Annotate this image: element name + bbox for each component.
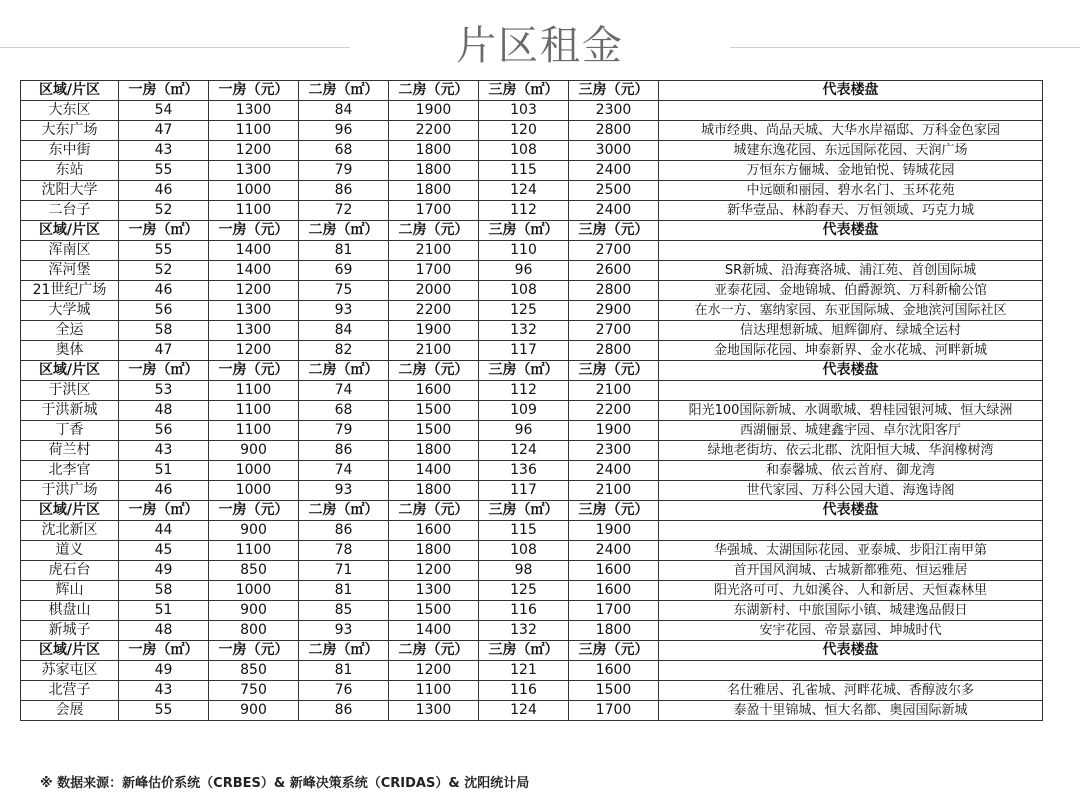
- area-cell: 全运: [21, 321, 119, 341]
- value-cell: 3000: [569, 141, 659, 161]
- value-cell: 86: [299, 701, 389, 721]
- value-cell: 1800: [569, 621, 659, 641]
- area-cell: 东站: [21, 161, 119, 181]
- value-cell: 76: [299, 681, 389, 701]
- value-cell: 68: [299, 141, 389, 161]
- value-cell: 108: [479, 541, 569, 561]
- column-header: 三房（㎡）: [479, 641, 569, 661]
- table-row: [21, 181, 1043, 201]
- value-cell: 125: [479, 301, 569, 321]
- value-cell: 1500: [389, 421, 479, 441]
- project-cell: 安宇花园、帝景嘉园、坤城时代: [659, 621, 1043, 641]
- value-cell: 1600: [389, 521, 479, 541]
- value-cell: 124: [479, 181, 569, 201]
- value-cell: 850: [209, 661, 299, 681]
- value-cell: 48: [119, 401, 209, 421]
- value-cell: 1100: [209, 201, 299, 221]
- value-cell: 900: [209, 521, 299, 541]
- column-header: 区域/片区: [21, 641, 119, 661]
- value-cell: 1200: [209, 141, 299, 161]
- value-cell: 93: [299, 621, 389, 641]
- value-cell: 56: [119, 301, 209, 321]
- value-cell: 1400: [389, 461, 479, 481]
- value-cell: 74: [299, 381, 389, 401]
- project-cell: 在水一方、塞纳家园、东亚国际城、金地滨河国际社区: [659, 301, 1043, 321]
- value-cell: 116: [479, 601, 569, 621]
- project-cell: 信达理想新城、旭辉御府、绿城全运村: [659, 321, 1043, 341]
- value-cell: 1000: [209, 481, 299, 501]
- value-cell: 2300: [569, 441, 659, 461]
- value-cell: 1100: [209, 121, 299, 141]
- value-cell: 2800: [569, 281, 659, 301]
- value-cell: 2100: [389, 341, 479, 361]
- area-cell: 苏家屯区: [21, 661, 119, 681]
- value-cell: 1800: [389, 481, 479, 501]
- column-header: 三房（元）: [569, 641, 659, 661]
- value-cell: 78: [299, 541, 389, 561]
- column-header: 代表楼盘: [659, 641, 1043, 661]
- value-cell: 103: [479, 101, 569, 121]
- value-cell: 54: [119, 101, 209, 121]
- value-cell: 75: [299, 281, 389, 301]
- value-cell: 86: [299, 521, 389, 541]
- column-header: 二房（元）: [389, 501, 479, 521]
- value-cell: 2500: [569, 181, 659, 201]
- table-row: [21, 401, 1043, 421]
- value-cell: 1800: [389, 141, 479, 161]
- value-cell: 115: [479, 161, 569, 181]
- table-row: [21, 161, 1043, 181]
- project-cell: 城建东逸花园、东远国际花园、天润广场: [659, 141, 1043, 161]
- value-cell: 1000: [209, 581, 299, 601]
- table-row: [21, 341, 1043, 361]
- project-cell: SR新城、沿海赛洛城、浦江苑、首创国际城: [659, 261, 1043, 281]
- area-cell: 于洪广场: [21, 481, 119, 501]
- column-header: 区域/片区: [21, 501, 119, 521]
- area-cell: 21世纪广场: [21, 281, 119, 301]
- value-cell: 1800: [389, 441, 479, 461]
- area-cell: 沈阳大学: [21, 181, 119, 201]
- area-cell: 北营子: [21, 681, 119, 701]
- project-cell: 东湖新村、中旅国际小镇、城建逸品假日: [659, 601, 1043, 621]
- project-cell: 亚泰花园、金地锦城、伯爵源筑、万科新榆公馆: [659, 281, 1043, 301]
- area-cell: 于洪新城: [21, 401, 119, 421]
- value-cell: 1700: [389, 201, 479, 221]
- value-cell: 1400: [209, 241, 299, 261]
- value-cell: 49: [119, 661, 209, 681]
- value-cell: 1900: [569, 521, 659, 541]
- project-cell: 名仕雅居、孔雀城、河畔花城、香醇波尔多: [659, 681, 1043, 701]
- column-header: 一房（元）: [209, 81, 299, 101]
- value-cell: 1100: [209, 401, 299, 421]
- value-cell: 124: [479, 441, 569, 461]
- project-cell: 绿地老街坊、依云北郡、沈阳恒大城、华润橡树湾: [659, 441, 1043, 461]
- column-header: 三房（㎡）: [479, 501, 569, 521]
- area-cell: 于洪区: [21, 381, 119, 401]
- title-divider-right: [730, 47, 1080, 48]
- value-cell: 117: [479, 341, 569, 361]
- column-header: 一房（元）: [209, 361, 299, 381]
- project-cell: 万恒东方俪城、金地铂悦、铸城花园: [659, 161, 1043, 181]
- column-header: 代表楼盘: [659, 221, 1043, 241]
- value-cell: 2400: [569, 541, 659, 561]
- value-cell: 1100: [209, 421, 299, 441]
- area-cell: 棋盘山: [21, 601, 119, 621]
- column-header: 二房（㎡）: [299, 641, 389, 661]
- table-row: [21, 561, 1043, 581]
- table-row: [21, 241, 1043, 261]
- column-header: 区域/片区: [21, 361, 119, 381]
- value-cell: 1300: [209, 301, 299, 321]
- column-header: 一房（㎡）: [119, 641, 209, 661]
- value-cell: 900: [209, 701, 299, 721]
- column-header: 三房（元）: [569, 221, 659, 241]
- column-header: 一房（㎡）: [119, 501, 209, 521]
- value-cell: 96: [299, 121, 389, 141]
- value-cell: 46: [119, 281, 209, 301]
- value-cell: 136: [479, 461, 569, 481]
- project-cell: [659, 661, 1043, 681]
- value-cell: 1000: [209, 461, 299, 481]
- value-cell: 46: [119, 181, 209, 201]
- value-cell: 55: [119, 701, 209, 721]
- column-header: 三房（元）: [569, 501, 659, 521]
- value-cell: 43: [119, 441, 209, 461]
- value-cell: 81: [299, 661, 389, 681]
- value-cell: 69: [299, 261, 389, 281]
- table-row: [21, 621, 1043, 641]
- value-cell: 58: [119, 581, 209, 601]
- value-cell: 1700: [389, 261, 479, 281]
- value-cell: 1600: [389, 381, 479, 401]
- value-cell: 1100: [389, 681, 479, 701]
- value-cell: 1900: [389, 321, 479, 341]
- area-cell: 浑河堡: [21, 261, 119, 281]
- column-header: 二房（㎡）: [299, 81, 389, 101]
- value-cell: 71: [299, 561, 389, 581]
- column-header: 三房（元）: [569, 361, 659, 381]
- column-header: 三房（㎡）: [479, 221, 569, 241]
- value-cell: 1900: [389, 101, 479, 121]
- table-row: [21, 521, 1043, 541]
- value-cell: 112: [479, 201, 569, 221]
- table-row: [21, 301, 1043, 321]
- value-cell: 79: [299, 421, 389, 441]
- table-row: [21, 441, 1043, 461]
- value-cell: 93: [299, 481, 389, 501]
- value-cell: 1500: [389, 401, 479, 421]
- section-header-row: [21, 641, 1043, 661]
- table-row: [21, 281, 1043, 301]
- value-cell: 55: [119, 161, 209, 181]
- project-cell: [659, 521, 1043, 541]
- table-row: [21, 601, 1043, 621]
- data-source-note: ※ 数据来源：新峰估价系统（CRBES）& 新峰决策系统（CRIDAS）& 沈阳统计局: [40, 776, 530, 791]
- value-cell: 86: [299, 181, 389, 201]
- value-cell: 43: [119, 141, 209, 161]
- value-cell: 1600: [569, 561, 659, 581]
- value-cell: 2700: [569, 241, 659, 261]
- area-cell: 辉山: [21, 581, 119, 601]
- value-cell: 1400: [389, 621, 479, 641]
- value-cell: 72: [299, 201, 389, 221]
- value-cell: 1400: [209, 261, 299, 281]
- value-cell: 44: [119, 521, 209, 541]
- project-cell: 西湖俪景、城建鑫宇园、卓尔沈阳客厅: [659, 421, 1043, 441]
- area-cell: 虎石台: [21, 561, 119, 581]
- value-cell: 48: [119, 621, 209, 641]
- value-cell: 1300: [209, 101, 299, 121]
- value-cell: 98: [479, 561, 569, 581]
- value-cell: 1600: [569, 581, 659, 601]
- project-cell: [659, 241, 1043, 261]
- page-title: 片区租金: [456, 23, 624, 69]
- value-cell: 58: [119, 321, 209, 341]
- table-row: [21, 261, 1043, 281]
- value-cell: 132: [479, 621, 569, 641]
- value-cell: 2400: [569, 201, 659, 221]
- value-cell: 1300: [389, 701, 479, 721]
- value-cell: 2600: [569, 261, 659, 281]
- column-header: 二房（㎡）: [299, 361, 389, 381]
- value-cell: 47: [119, 341, 209, 361]
- value-cell: 52: [119, 201, 209, 221]
- value-cell: 800: [209, 621, 299, 641]
- value-cell: 124: [479, 701, 569, 721]
- project-cell: [659, 381, 1043, 401]
- table-row: [21, 701, 1043, 721]
- value-cell: 900: [209, 441, 299, 461]
- value-cell: 1200: [209, 341, 299, 361]
- value-cell: 1900: [569, 421, 659, 441]
- column-header: 代表楼盘: [659, 501, 1043, 521]
- value-cell: 86: [299, 441, 389, 461]
- value-cell: 1600: [569, 661, 659, 681]
- value-cell: 850: [209, 561, 299, 581]
- column-header: 三房（元）: [569, 81, 659, 101]
- value-cell: 55: [119, 241, 209, 261]
- table-row: [21, 141, 1043, 161]
- value-cell: 108: [479, 141, 569, 161]
- value-cell: 115: [479, 521, 569, 541]
- column-header: 一房（㎡）: [119, 221, 209, 241]
- value-cell: 43: [119, 681, 209, 701]
- table-row: [21, 661, 1043, 681]
- table-row: [21, 461, 1043, 481]
- column-header: 二房（㎡）: [299, 501, 389, 521]
- area-cell: 浑南区: [21, 241, 119, 261]
- title-divider-left: [0, 47, 350, 48]
- value-cell: 750: [209, 681, 299, 701]
- table-row: [21, 101, 1043, 121]
- project-cell: [659, 101, 1043, 121]
- column-header: 一房（㎡）: [119, 81, 209, 101]
- column-header: 二房（元）: [389, 641, 479, 661]
- project-cell: 阳光洛可可、九如溪谷、人和新居、天恒森林里: [659, 581, 1043, 601]
- table-row: [21, 381, 1043, 401]
- value-cell: 1100: [209, 541, 299, 561]
- value-cell: 1300: [389, 581, 479, 601]
- value-cell: 1700: [569, 701, 659, 721]
- value-cell: 2100: [389, 241, 479, 261]
- value-cell: 79: [299, 161, 389, 181]
- column-header: 一房（元）: [209, 221, 299, 241]
- table-row: [21, 421, 1043, 441]
- value-cell: 1100: [209, 381, 299, 401]
- title-area: [0, 0, 1080, 80]
- value-cell: 1800: [389, 541, 479, 561]
- value-cell: 96: [479, 261, 569, 281]
- column-header: 三房（㎡）: [479, 361, 569, 381]
- value-cell: 49: [119, 561, 209, 581]
- project-cell: 世代家园、万科公园大道、海逸诗阁: [659, 481, 1043, 501]
- value-cell: 112: [479, 381, 569, 401]
- value-cell: 53: [119, 381, 209, 401]
- area-cell: 东中街: [21, 141, 119, 161]
- value-cell: 2000: [389, 281, 479, 301]
- area-cell: 道义: [21, 541, 119, 561]
- project-cell: 新华壹品、林韵春天、万恒领域、巧克力城: [659, 201, 1043, 221]
- value-cell: 1500: [389, 601, 479, 621]
- value-cell: 1200: [209, 281, 299, 301]
- column-header: 区域/片区: [21, 221, 119, 241]
- area-cell: 新城子: [21, 621, 119, 641]
- area-cell: 大学城: [21, 301, 119, 321]
- value-cell: 84: [299, 101, 389, 121]
- column-header: 三房（㎡）: [479, 81, 569, 101]
- project-cell: 华强城、太湖国际花园、亚泰城、步阳江南甲第: [659, 541, 1043, 561]
- table-row: [21, 201, 1043, 221]
- value-cell: 84: [299, 321, 389, 341]
- section-header-row: [21, 81, 1043, 101]
- value-cell: 96: [479, 421, 569, 441]
- value-cell: 45: [119, 541, 209, 561]
- value-cell: 120: [479, 121, 569, 141]
- project-cell: 金地国际花园、坤泰新界、金水花城、河畔新城: [659, 341, 1043, 361]
- value-cell: 117: [479, 481, 569, 501]
- area-cell: 沈北新区: [21, 521, 119, 541]
- area-cell: 大东广场: [21, 121, 119, 141]
- table-row: [21, 321, 1043, 341]
- value-cell: 2400: [569, 461, 659, 481]
- area-cell: 二台子: [21, 201, 119, 221]
- value-cell: 1700: [569, 601, 659, 621]
- table-row: [21, 581, 1043, 601]
- value-cell: 2100: [569, 481, 659, 501]
- value-cell: 81: [299, 241, 389, 261]
- value-cell: 110: [479, 241, 569, 261]
- section-header-row: [21, 501, 1043, 521]
- value-cell: 1200: [389, 561, 479, 581]
- column-header: 一房（元）: [209, 641, 299, 661]
- value-cell: 74: [299, 461, 389, 481]
- value-cell: 52: [119, 261, 209, 281]
- table-row: [21, 541, 1043, 561]
- value-cell: 108: [479, 281, 569, 301]
- value-cell: 47: [119, 121, 209, 141]
- value-cell: 900: [209, 601, 299, 621]
- column-header: 二房（元）: [389, 221, 479, 241]
- value-cell: 1800: [389, 161, 479, 181]
- area-cell: 丁香: [21, 421, 119, 441]
- value-cell: 82: [299, 341, 389, 361]
- value-cell: 2200: [389, 301, 479, 321]
- column-header: 二房（元）: [389, 81, 479, 101]
- rent-table: [20, 80, 1043, 721]
- value-cell: 68: [299, 401, 389, 421]
- column-header: 代表楼盘: [659, 361, 1043, 381]
- value-cell: 1800: [389, 181, 479, 201]
- project-cell: 首开国风润城、古城新都雅苑、恒运雅居: [659, 561, 1043, 581]
- value-cell: 132: [479, 321, 569, 341]
- value-cell: 2400: [569, 161, 659, 181]
- column-header: 一房（㎡）: [119, 361, 209, 381]
- area-cell: 大东区: [21, 101, 119, 121]
- value-cell: 56: [119, 421, 209, 441]
- project-cell: 和泰馨城、依云首府、御龙湾: [659, 461, 1043, 481]
- value-cell: 125: [479, 581, 569, 601]
- value-cell: 2900: [569, 301, 659, 321]
- value-cell: 121: [479, 661, 569, 681]
- value-cell: 1000: [209, 181, 299, 201]
- value-cell: 1300: [209, 161, 299, 181]
- value-cell: 51: [119, 461, 209, 481]
- project-cell: 阳光100国际新城、水调歌城、碧桂园银河城、恒大绿洲: [659, 401, 1043, 421]
- column-header: 区域/片区: [21, 81, 119, 101]
- value-cell: 109: [479, 401, 569, 421]
- value-cell: 93: [299, 301, 389, 321]
- table-row: [21, 121, 1043, 141]
- value-cell: 81: [299, 581, 389, 601]
- value-cell: 2200: [389, 121, 479, 141]
- value-cell: 116: [479, 681, 569, 701]
- value-cell: 2300: [569, 101, 659, 121]
- value-cell: 1200: [389, 661, 479, 681]
- value-cell: 2800: [569, 341, 659, 361]
- value-cell: 46: [119, 481, 209, 501]
- value-cell: 51: [119, 601, 209, 621]
- table-row: [21, 481, 1043, 501]
- project-cell: 泰盈十里锦城、恒大名都、奥园国际新城: [659, 701, 1043, 721]
- column-header: 一房（元）: [209, 501, 299, 521]
- area-cell: 北李官: [21, 461, 119, 481]
- table-row: [21, 681, 1043, 701]
- value-cell: 1300: [209, 321, 299, 341]
- column-header: 二房（㎡）: [299, 221, 389, 241]
- project-cell: 城市经典、尚品天城、大华水岸福邸、万科金色家园: [659, 121, 1043, 141]
- section-header-row: [21, 361, 1043, 381]
- area-cell: 荷兰村: [21, 441, 119, 461]
- project-cell: 中远颐和丽园、碧水名门、玉环花苑: [659, 181, 1043, 201]
- value-cell: 2800: [569, 121, 659, 141]
- value-cell: 85: [299, 601, 389, 621]
- area-cell: 会展: [21, 701, 119, 721]
- value-cell: 2700: [569, 321, 659, 341]
- column-header: 代表楼盘: [659, 81, 1043, 101]
- area-cell: 奥体: [21, 341, 119, 361]
- column-header: 二房（元）: [389, 361, 479, 381]
- value-cell: 2100: [569, 381, 659, 401]
- value-cell: 2200: [569, 401, 659, 421]
- section-header-row: [21, 221, 1043, 241]
- value-cell: 1500: [569, 681, 659, 701]
